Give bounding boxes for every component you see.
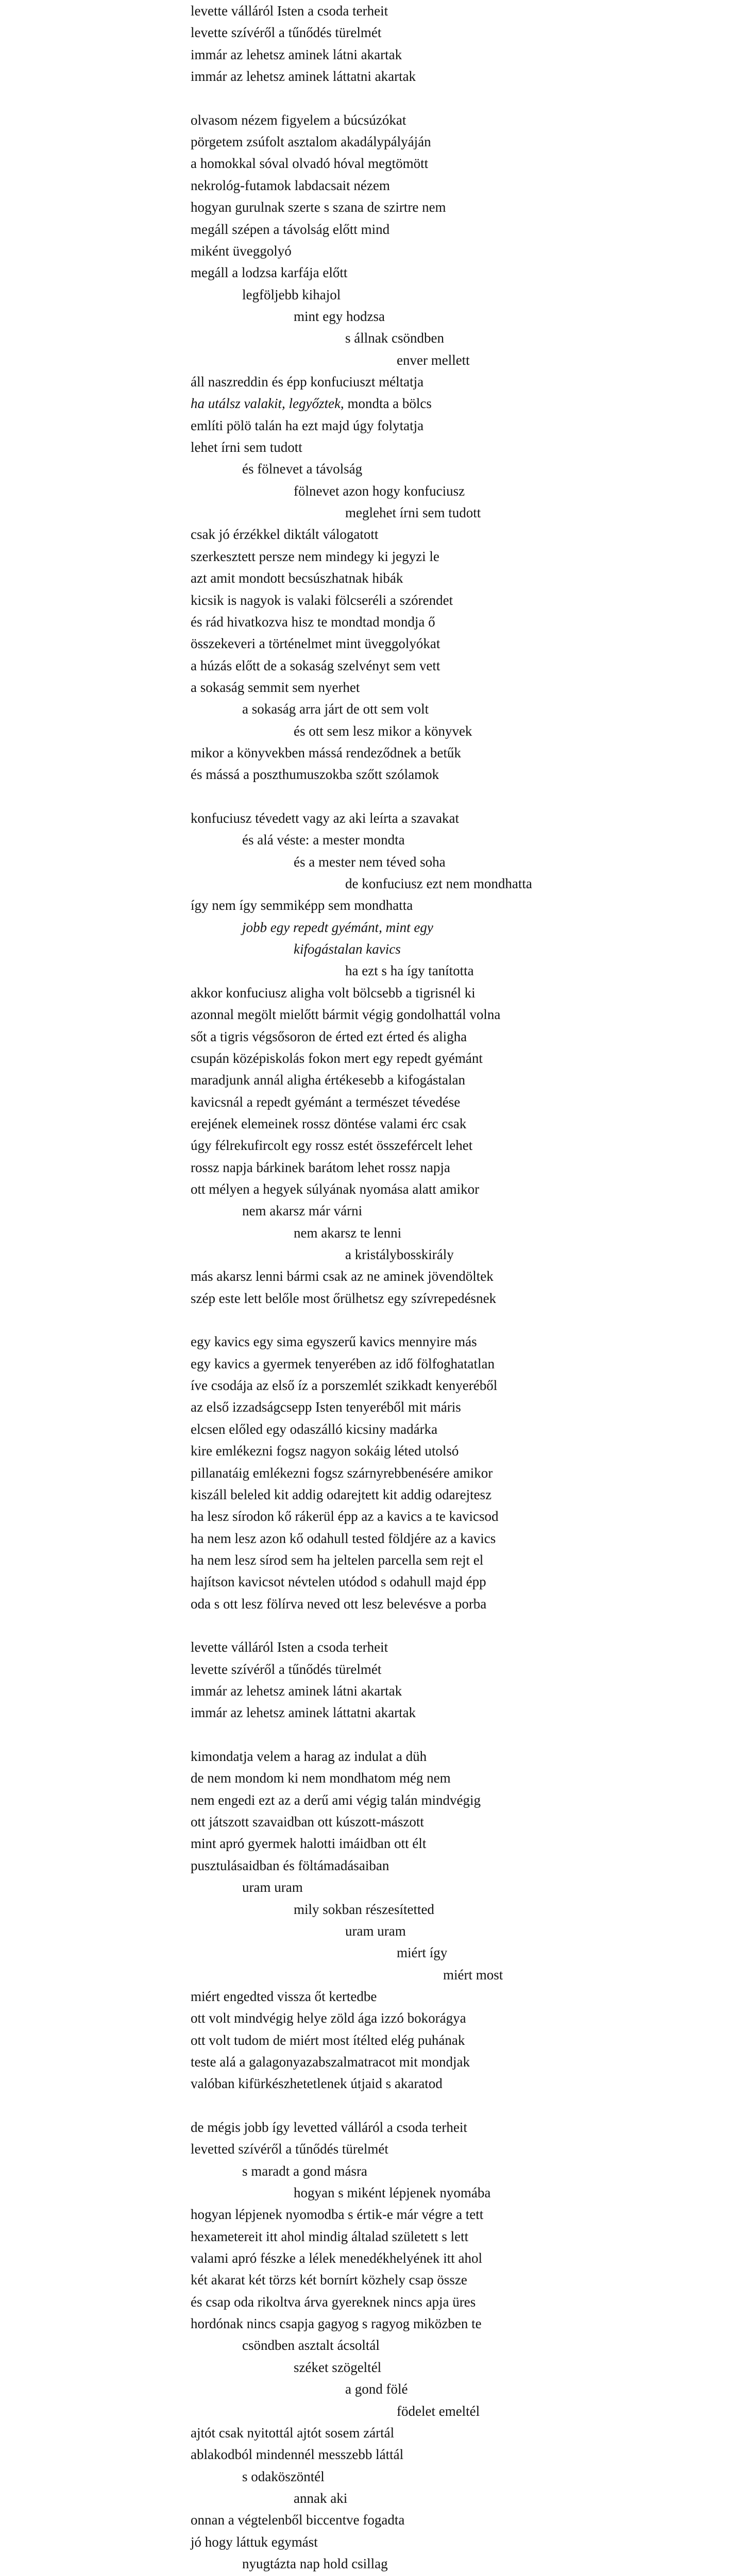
poem-line: pörgetem zsúfolt asztalom akadálypályáján [191,134,431,150]
poem-line: levette válláról Isten a csoda terheit [191,3,388,19]
poem-line: maradjunk annál aligha értékesebb a kifogástalan [191,1072,466,1088]
poem-line: enver mellett [397,352,470,368]
poem-line: onnan a végtelenből biccentve fogadta [191,2512,405,2528]
poem-line: mint egy hodzsa [294,308,385,324]
poem-line: ott volt tudom de miért most ítélted elég puhának [191,2032,465,2048]
poem-line: mikor a könyvekben mássá rendeződnek a betűk [191,744,461,760]
poem-line: jobb egy repedt gyémánt, mint egy [242,919,433,935]
poem-line: és a mester nem téved soha [294,854,446,870]
poem-line: két akarat két törzs két bornírt közhely csap össze [191,2272,467,2288]
poem-line: levette szívéről a tűnődés türelmét [191,1661,382,1677]
poem-line: teste alá a galagonyazabszalmatracot mit mondjak [191,2054,470,2070]
poem-line: említi pölö talán ha ezt majd úgy folytatja [191,417,424,433]
poem-line [191,397,432,411]
poem-line: így nem így semmiképp sem mondhatta [191,897,413,913]
poem-line: a homokkal sóval olvadó hóval megtömött [191,156,429,172]
poem-line: olvasom nézem figyelem a búcsúzókat [191,112,406,128]
poem-line: kifogástalan kavics [294,941,401,957]
poem-line: erejének elemeinek rossz döntése valami érc csak [191,1115,467,1131]
poem-line: ott volt mindvégig helye zöld ága izzó bokorágya [191,2010,466,2026]
poem-line: mily sokban részesítetted [294,1901,434,1917]
poem-line: födelet emeltél [397,2403,480,2419]
poem-line: megáll szépen a távolság előtt mind [191,221,390,237]
poem-line: valóban kifürkészhetetlenek útjaid s akaratod [191,2076,443,2092]
poem-line: legföljebb kihajol [242,286,341,302]
poem-line: ha nem lesz sírod sem ha jeltelen parcella sem rejt el [191,1552,484,1568]
poem-line: egy kavics egy sima egyszerű kavics mennyire más [191,1334,477,1350]
poem-line: miként üveggolyó [191,243,292,259]
poem-line: s maradt a gond másra [242,2163,367,2179]
poem-line: immár az lehetsz aminek látni akartak [191,46,402,62]
italic-text: ha utálsz valakit, legyőztek, [191,396,348,412]
poem-line: ott játszott szavaidban ott kúszott-mászott [191,1814,424,1830]
poem-line: szép este lett belőle most őrülhetsz egy szívrepedésnek [191,1290,497,1306]
poem-line: ha ezt s ha így tanította [345,963,474,979]
poem-line: immár az lehetsz aminek láttatni akartak [191,69,416,84]
poem-line: hajítson kavicsot névtelen utódod s odahull majd épp [191,1574,486,1590]
poem-line: hogyan gurulnak szerte s szana de szirtre nem [191,199,446,215]
poem-line: miért így [397,1945,448,1961]
poem-line: de mégis jobb így levetted válláról a csoda terheit [191,2119,467,2135]
poem-line: levette válláról Isten a csoda terheit [191,1639,388,1655]
poem-line: immár az lehetsz aminek látni akartak [191,1683,402,1699]
poem-line: és alá véste: a mester mondta [242,832,405,848]
poem-line: konfuciusz tévedett vagy az aki leírta a szavakat [191,810,460,826]
poem-line: jó hogy láttuk egymást [191,2534,318,2550]
poem-line: és fölnevet a távolság [242,461,363,477]
poem-line: rossz napja bárkinek barátom lehet rossz napja [191,1159,450,1175]
poem-line: kiszáll beleled kit addig odarejtett kit addig odarejtesz [191,1486,492,1502]
poem-line: széket szögeltél [294,2359,382,2375]
poem-line: valami apró fészke a lélek menedékhelyének itt ahol [191,2250,482,2266]
poem-line: annak aki [294,2490,348,2506]
poem-line: lehet írni sem tudott [191,439,302,455]
poem-line: kimondatja velem a harag az indulat a düh [191,1749,427,1764]
poem-line: nem akarsz már várni [242,1203,363,1219]
poem-line: mint apró gyermek halotti imáidban ott élt [191,1836,427,1852]
poem-line: miért engedted visszа őt kertedbe [191,1988,377,2004]
poem-line: ha lesz sírodon kő rákerül épp az a kavics a te kavicsod [191,1509,499,1524]
poem-line: és csap oda rikoltva árva gyereknek nincs apja üres [191,2294,476,2310]
poem-line: a sokaság arra járt de ott sem volt [242,701,429,717]
poem-line: fölnevet azon hogy konfuciusz [294,483,465,499]
poem-line: pillanatáig emlékezni fogsz szárnyrebbenésére amikor [191,1465,493,1481]
poem-line: nekrológ-futamok labdacsait nézem [191,177,390,193]
poem-line: ablakodból mindennél messzebb láttál [191,2447,404,2463]
line-text: mondta a bölcs [347,396,432,412]
poem-line: a gond fölé [345,2381,408,2397]
poem-line: kicsik is nagyok is valaki fölcseréli a szórendet [191,592,453,608]
poem-line: csupán középiskolás fokon mert egy repedt gyémánt [191,1050,483,1066]
poem-line: s odaköszöntél [242,2468,325,2484]
poem-line: az első izzadságcsepp Isten tenyeréből mit máris [191,1399,461,1415]
poem-line: és rád hivatkozva hisz te mondtad mondja ő [191,614,435,630]
poem-line: csöndben asztalt ácsoltál [242,2337,380,2353]
poem-line: a sokaság semmit sem nyerhet [191,679,360,695]
poem-line: s állnak csöndben [345,330,444,346]
poem-line: és mássá a poszthumuszokba szőtt szólamok [191,767,439,783]
poem-line: sőt a tigris végsősoron de érted ezt érted és aligha [191,1028,467,1044]
poem-line: úgy félrekufircolt egy rossz estét összefércelt lehet [191,1138,473,1154]
poem-line: uram uram [242,1879,303,1895]
poem-line: levette szívéről a tűnődés türelmét [191,25,382,41]
poem-line: íve csodája az első íz a porszemlét szikkadt kenyeréből [191,1378,498,1394]
poem-line: összekeveri a történelmet mint üveggolyókat [191,636,440,652]
poem-line: a kristálybosskirály [345,1247,454,1262]
poem-line: hogyan s miként lépjenek nyomába [294,2185,491,2200]
poem-line: levetted szívéről a tűnődés türelmét [191,2141,388,2157]
poem-line: áll naszreddin és épp konfuciuszt méltatja [191,374,424,389]
poem-line: ajtót csak nyitottál ajtót sosem zártál [191,2425,395,2441]
poem-line: szerkesztett persze nem mindegy ki jegyzi le [191,548,439,564]
poem-line: uram uram [345,1923,406,1939]
poem-line: azt amit mondott becsúszhatnak hibák [191,570,403,586]
poem-line: kire emlékezni fogsz nagyon sokáig léted utolsó [191,1443,459,1459]
poem-line: és ott sem lesz mikor a könyvek [294,723,472,739]
poem-line: de konfuciusz ezt nem mondhatta [345,876,532,891]
poem-line: pusztulásaidban és föltámadásaiban [191,1857,389,1873]
poem-line: hogyan lépjenek nyomodba s értik-e már végre a tett [191,2207,484,2223]
poem-line: nyugtázta nap hold csillag [242,2555,388,2571]
poem-line: de nem mondom ki nem mondhatom még nem [191,1770,451,1786]
poem-line: akkor konfuciusz aligha volt bölcsebb a tigrisnél ki [191,985,476,1001]
poem-line: ha nem lesz azon kő odahull tested földjére az a kavics [191,1530,496,1546]
poem-line: csak jó érzékkel diktált válogatott [191,527,379,543]
poem-line: kavicsnál a repedt gyémánt a természet tévedése [191,1094,461,1110]
poem-line: ott mélyen a hegyek súlyának nyomása alatt amikor [191,1181,480,1197]
poem-line: a húzás előtt de a sokaság szelvényt sem vett [191,657,440,673]
poem-line: miért most [443,1967,503,1982]
poem-line: hexametereit itt ahol mindig általad született s lett [191,2228,469,2244]
poem-line: elcsen előled egy odaszálló kicsiny madárka [191,1421,438,1437]
poem-line: azonnal megölt mielőtt bármit végig gondolhattál volna [191,1007,501,1023]
poem-line: immár az lehetsz aminek láttatni akartak [191,1705,416,1721]
poem-line: meglehet írni sem tudott [345,505,481,521]
poem-line: megáll a lodzsa karfája előtt [191,265,348,281]
poem-line: oda s ott lesz fölírva neved ott lesz belevésve a porba [191,1596,487,1612]
poem-line: hordónak nincs csapja gagyog s ragyog miközben te [191,2316,482,2332]
poem-line: nem akarsz te lenni [294,1225,402,1241]
poem-line: egy kavics a gyermek tenyerében az idő fölfoghatatlan [191,1355,495,1371]
poem-line: nem engedi ezt az a derű ami végig talán mindvégig [191,1792,481,1808]
poem-line: más akarsz lenni bármi csak az ne aminek jövendöltek [191,1268,494,1284]
